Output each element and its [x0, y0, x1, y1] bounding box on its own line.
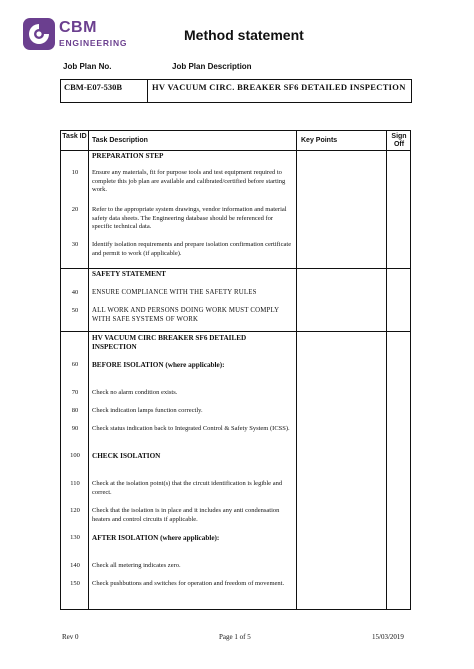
task-description: PREPARATION STEP — [92, 152, 164, 160]
task-description: Check that the isolation is in place and it includes any anti condensation heaters and control circuits if applicable. — [92, 507, 280, 523]
job-plan-no-label: Job Plan No. — [63, 62, 112, 71]
task-id: 30 — [71, 241, 79, 248]
footer-page-number: Page 1 of 5 — [219, 633, 251, 641]
task-description: Check at the isolation point(s) that the circuit identification is legible and correct. — [92, 480, 283, 496]
header-sign-off: Sign Off — [391, 133, 407, 148]
task-description: Check indication lamps function correctly. — [92, 407, 203, 414]
task-description: Check status indication back to Integrated Control & Safety System (ICSS). — [92, 425, 290, 432]
job-plan-box — [60, 79, 412, 103]
task-id: 70 — [71, 389, 79, 396]
task-id: 120 — [70, 507, 80, 514]
task-description: Refer to the appropriate system drawings, vendor information and material safety data sheets. The Engineering database should be referenced for specific technical data. — [92, 206, 287, 230]
task-id: 40 — [71, 289, 79, 296]
task-description: BEFORE ISOLATION (where applicable): — [92, 361, 225, 369]
column-divider — [386, 131, 387, 609]
task-id: 60 — [71, 361, 79, 368]
task-description: Identify isolation requirements and prepare isolation confirmation certificate and permit to work (if applicable). — [92, 241, 292, 257]
job-plan-description: HV VACUUM CIRC. BREAKER SF6 DETAILED INSPECTION — [152, 82, 406, 92]
task-id: 130 — [70, 534, 80, 541]
task-id: 10 — [71, 169, 79, 176]
cbm-logo-icon — [23, 18, 55, 50]
header-task-id: Task ID — [62, 133, 87, 140]
task-id: 50 — [71, 307, 79, 314]
header-task-description: Task Description — [92, 137, 148, 144]
company-logo — [23, 18, 133, 52]
task-id: 150 — [70, 580, 80, 587]
row-divider — [61, 331, 410, 332]
job-plan-code: CBM-E07-530B — [61, 80, 148, 102]
column-divider — [296, 131, 297, 609]
footer-date: 15/03/2019 — [372, 633, 404, 641]
job-plan-description-label: Job Plan Description — [172, 62, 252, 71]
header-key-points: Key Points — [301, 137, 338, 144]
task-description: SAFETY STATEMENT — [92, 270, 166, 278]
task-description: Check pushbuttons and switches for operation and freedom of movement. — [92, 580, 285, 587]
task-description: AFTER ISOLATION (where applicable): — [92, 534, 220, 542]
logo-text-engineering: ENGINEERING — [59, 38, 128, 48]
task-description: ENSURE COMPLIANCE WITH THE SAFETY RULES — [92, 289, 257, 296]
logo-text-cbm: CBM — [59, 19, 97, 36]
task-description: ALL WORK AND PERSONS DOING WORK MUST COMPLY WITH SAFE SYSTEMS OF WORK — [92, 307, 279, 323]
task-id: 80 — [71, 407, 79, 414]
row-divider — [61, 268, 410, 269]
task-description: HV VACUUM CIRC BREAKER SF6 DETAILED INSPECTION — [92, 334, 247, 351]
task-id: 20 — [71, 206, 79, 213]
footer-revision: Rev 0 — [62, 633, 79, 641]
task-description: Ensure any materials, fit for purpose tools and test equipment required to complete this job plan are available and calibrated/certified before starting work. — [92, 169, 286, 193]
task-id: 140 — [70, 562, 80, 569]
task-description: Check all metering indicates zero. — [92, 562, 181, 569]
row-divider — [61, 150, 410, 151]
task-id: 100 — [70, 452, 80, 459]
task-table — [60, 130, 411, 610]
task-description: CHECK ISOLATION — [92, 452, 161, 460]
task-id: 110 — [70, 480, 80, 487]
task-id: 90 — [71, 425, 79, 432]
page-title: Method statement — [184, 27, 304, 43]
task-description: Check no alarm condition exists. — [92, 389, 178, 396]
